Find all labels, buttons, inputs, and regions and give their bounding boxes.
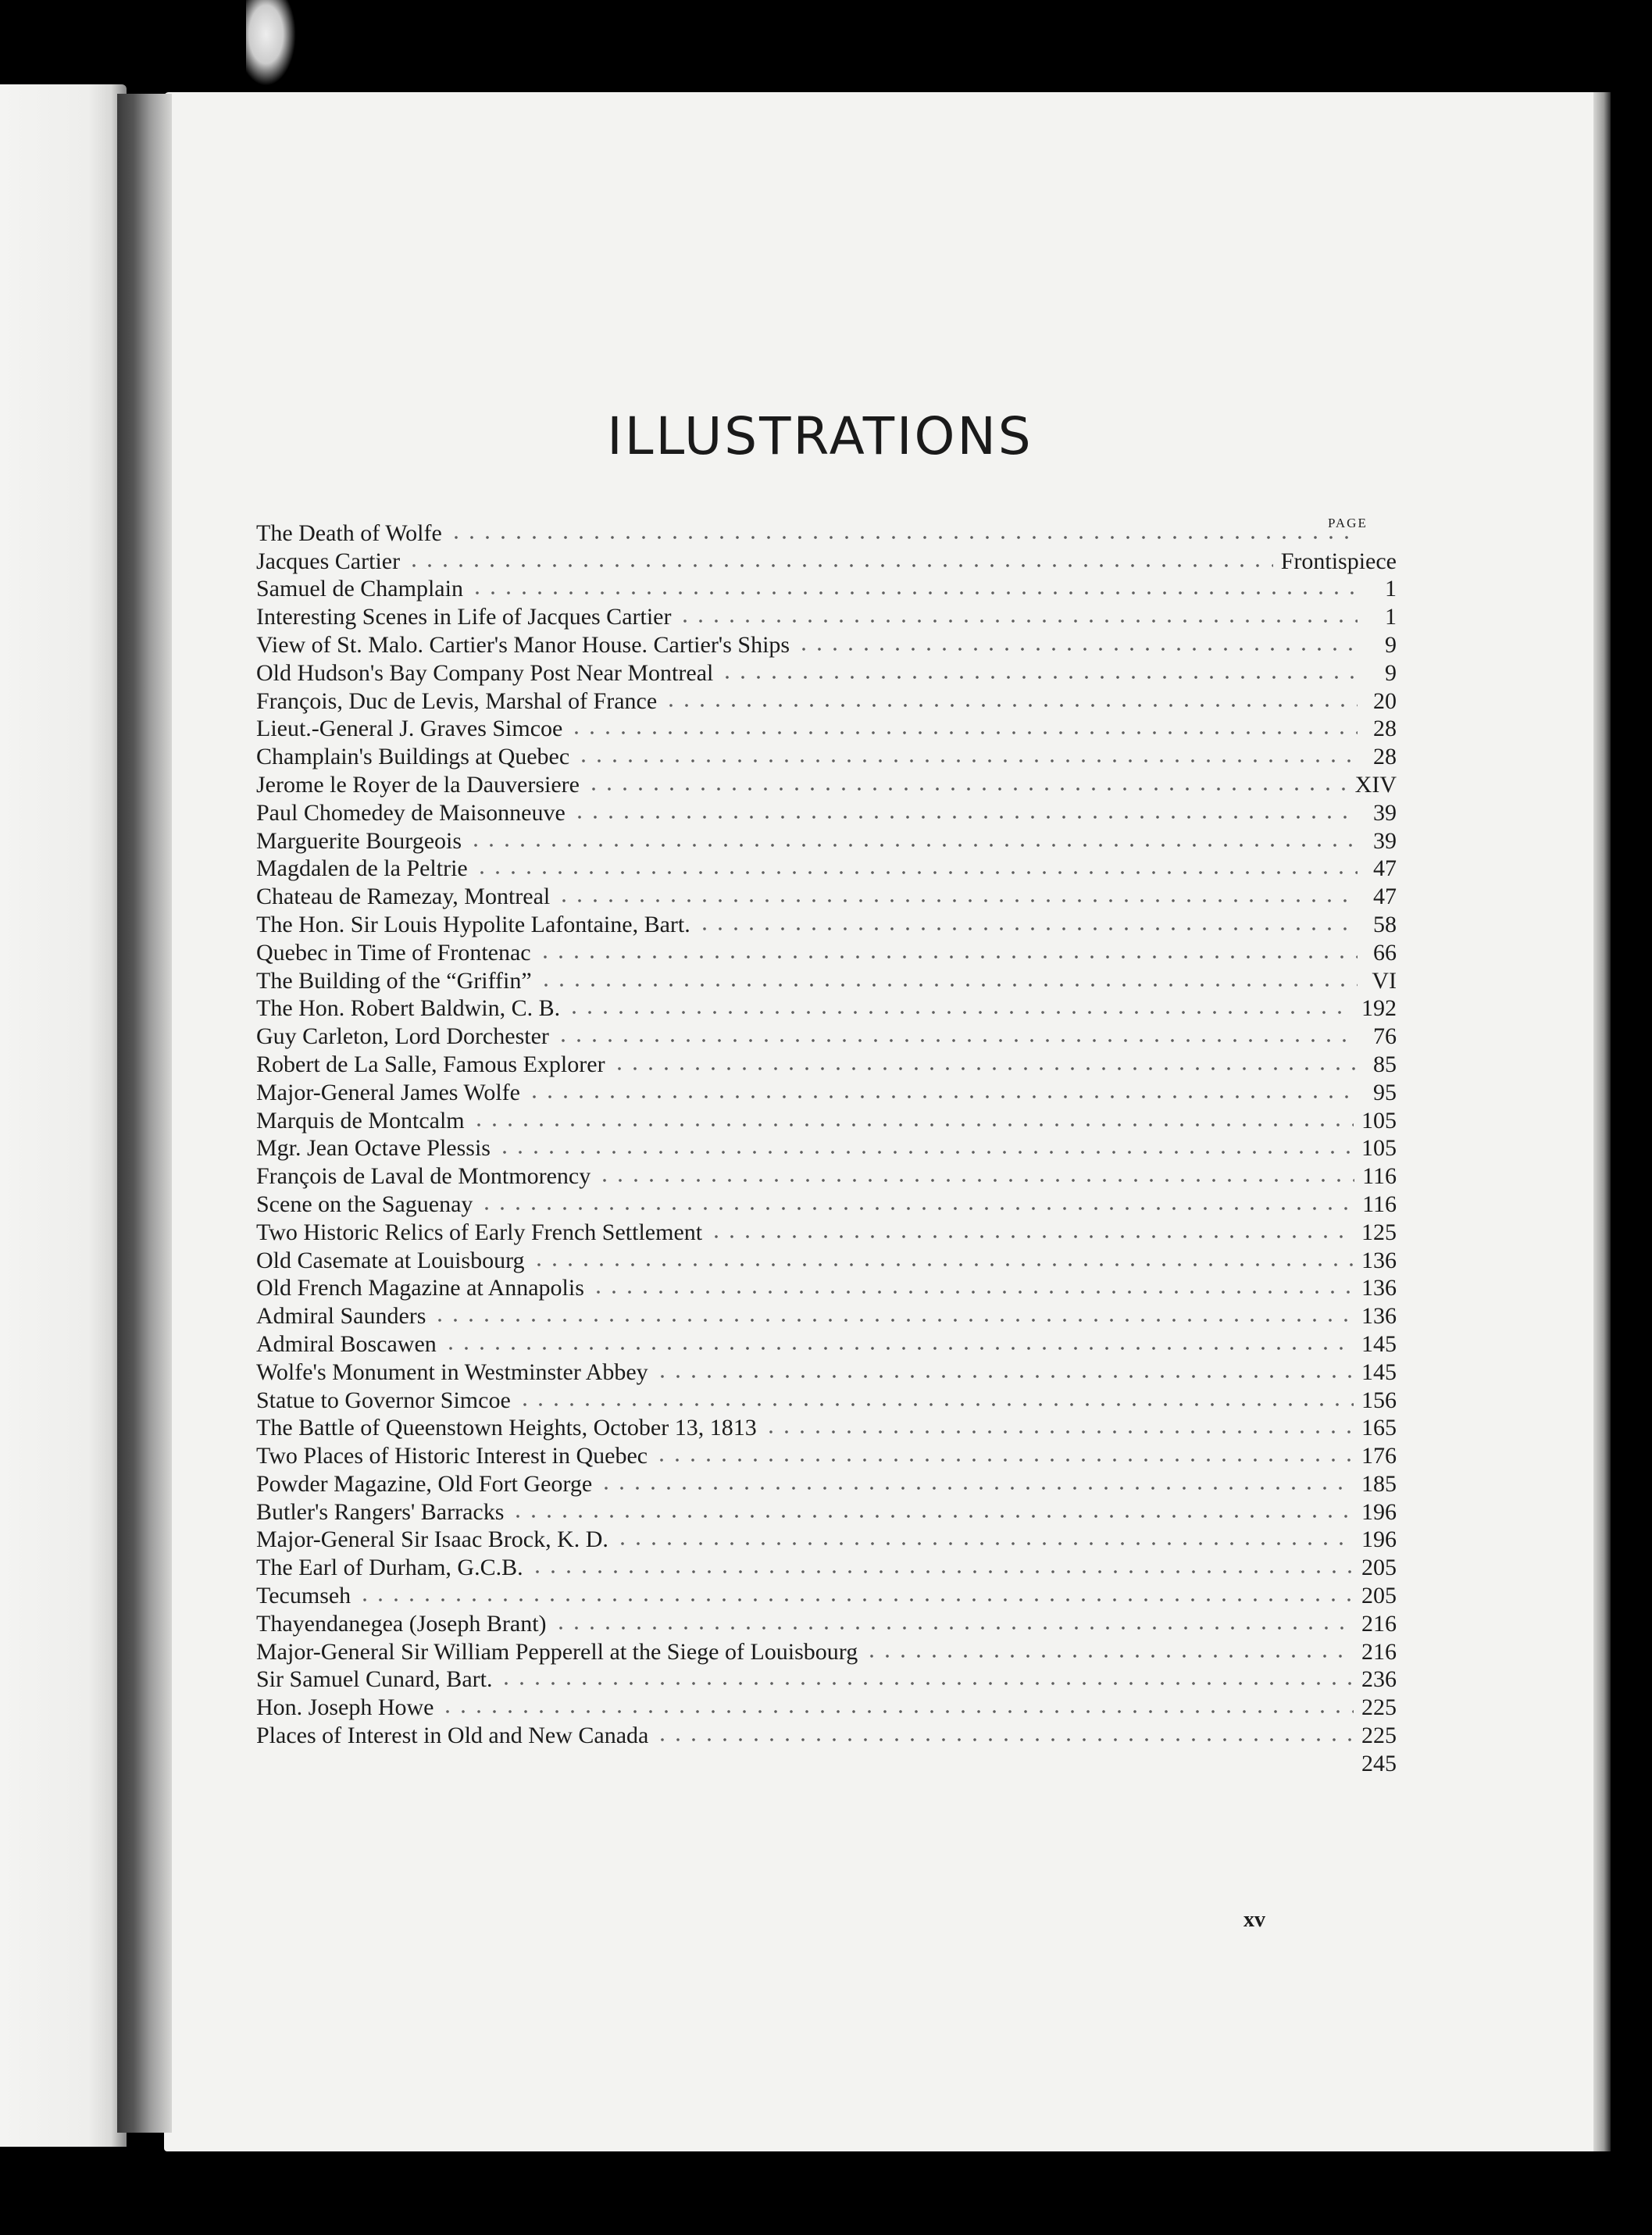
illustration-title: Mgr. Jean Octave Plessis	[256, 1135, 491, 1162]
list-item	[256, 1133, 1397, 1161]
page-number: 66	[1373, 939, 1397, 966]
dot-leader	[531, 1262, 1354, 1268]
list-item	[256, 1524, 1397, 1552]
dot-leader	[655, 1373, 1354, 1380]
page-number: 196	[1361, 1498, 1397, 1525]
page-number: 165	[1361, 1415, 1397, 1441]
dot-leader	[697, 926, 1358, 932]
illustration-title: Lieut.-General J. Graves Simcoe	[256, 716, 563, 742]
dot-leader	[566, 1009, 1354, 1016]
dot-leader	[406, 562, 1273, 569]
dot-leader	[498, 1680, 1354, 1687]
page-number: 39	[1373, 799, 1397, 826]
dot-leader	[526, 1094, 1358, 1100]
list-item	[256, 1608, 1397, 1636]
list-item	[256, 1496, 1397, 1524]
dot-leader	[553, 1625, 1354, 1631]
dot-leader	[572, 814, 1358, 820]
illustration-title: Thayendanegea (Joseph Brant)	[256, 1610, 547, 1637]
dot-leader	[655, 1737, 1354, 1743]
dot-leader	[615, 1541, 1354, 1547]
list-item	[256, 1160, 1397, 1188]
list-item	[256, 993, 1397, 1021]
dot-leader	[497, 1149, 1354, 1155]
page-number: 145	[1361, 1330, 1397, 1357]
page-number: 58	[1373, 911, 1397, 937]
illustration-title: Statue to Governor Simcoe	[256, 1387, 511, 1413]
illustration-title: Old Casemate at Louisbourg	[256, 1247, 525, 1273]
list-item	[256, 1551, 1397, 1580]
illustration-title: Admiral Boscawen	[256, 1330, 437, 1357]
list-item	[256, 797, 1397, 825]
page-number: 28	[1373, 716, 1397, 742]
illustration-title: Two Places of Historic Interest in Quebec	[256, 1443, 648, 1469]
list-item	[256, 1636, 1397, 1664]
list-item	[256, 1691, 1397, 1719]
illustration-title: The Hon. Sir Louis Hypolite Lafontaine, Bart.	[256, 911, 690, 937]
dot-leader	[612, 1066, 1358, 1072]
illustration-title: The Building of the “Griffin”	[256, 967, 532, 994]
illustration-title: Magdalen de la Peltrie	[256, 855, 468, 882]
list-item	[256, 1664, 1397, 1692]
illustration-title: Samuel de Champlain	[256, 576, 463, 602]
dot-leader	[510, 1513, 1354, 1519]
list-item	[256, 1328, 1397, 1356]
dot-leader	[864, 1653, 1354, 1659]
scan-blemish	[246, 0, 296, 86]
list-item	[256, 1048, 1397, 1076]
dot-leader	[517, 1401, 1354, 1408]
list-item	[256, 1719, 1397, 1748]
page-column-label: PAGE	[1328, 516, 1368, 530]
dot-leader	[357, 1597, 1354, 1603]
list-item	[256, 769, 1397, 797]
list-item	[256, 741, 1397, 769]
illustration-title: Places of Interest in Old and New Canada	[256, 1723, 649, 1749]
page-number: 116	[1362, 1163, 1397, 1190]
illustration-title: Guy Carleton, Lord Dorchester	[256, 1023, 549, 1050]
page-number: 136	[1361, 1247, 1397, 1273]
illustration-title: Quebec in Time of Frontenac	[256, 939, 531, 966]
dot-leader	[719, 674, 1358, 680]
page-number: 245	[1361, 1750, 1397, 1776]
illustration-title: The Death of Wolfe	[256, 519, 442, 546]
illustration-title: Jacques Cartier	[256, 548, 401, 574]
left-page-edge	[0, 84, 127, 2147]
illustration-title: Powder Magazine, Old Fort George	[256, 1470, 593, 1497]
page-number: 125	[1361, 1219, 1397, 1245]
dot-leader	[443, 1345, 1354, 1351]
illustration-title: Tecumseh	[256, 1583, 351, 1609]
list-item	[256, 1020, 1397, 1048]
page-number: 205	[1361, 1555, 1397, 1581]
list-item	[256, 1468, 1397, 1496]
dot-leader	[555, 1037, 1358, 1044]
page-number: 205	[1361, 1583, 1397, 1609]
list-item	[256, 1440, 1397, 1468]
dot-leader	[471, 1122, 1354, 1128]
page-number: 196	[1361, 1526, 1397, 1553]
illustration-title: Jerome le Royer de la Dauversiere	[256, 771, 580, 798]
list-item	[256, 1300, 1397, 1328]
illustration-title: Marguerite Bourgeois	[256, 827, 462, 854]
page-number: 1	[1385, 576, 1397, 602]
page-number: 1	[1385, 604, 1397, 630]
illustration-title: Chateau de Ramezay, Montreal	[256, 884, 551, 910]
illustration-title: Scene on the Saguenay	[256, 1191, 473, 1217]
page-number: 216	[1361, 1638, 1397, 1665]
illustration-title: Marquis de Montcalm	[256, 1107, 465, 1134]
dot-leader	[474, 869, 1358, 876]
list-item	[256, 601, 1397, 629]
list-item	[256, 1244, 1397, 1273]
list-item	[256, 1748, 1397, 1776]
page-number: 105	[1361, 1135, 1397, 1162]
illustration-title: Interesting Scenes in Life of Jacques Cartier	[256, 604, 672, 630]
illustration-title: Butler's Rangers' Barracks	[256, 1498, 505, 1525]
illustration-title: Major-General Sir Isaac Brock, K. D.	[256, 1526, 608, 1553]
list-item	[256, 1105, 1397, 1133]
illustration-title: Robert de La Salle, Famous Explorer	[256, 1051, 605, 1077]
illustration-title: The Earl of Durham, G.C.B.	[256, 1555, 523, 1581]
dot-leader	[440, 1708, 1354, 1715]
dot-leader	[479, 1205, 1354, 1212]
page-number: 9	[1385, 631, 1397, 658]
dot-leader	[576, 758, 1358, 764]
page-number: 225	[1361, 1723, 1397, 1749]
dot-leader	[468, 842, 1358, 848]
illustration-title: Sir Samuel Cunard, Bart.	[256, 1666, 493, 1693]
list-item	[256, 1188, 1397, 1216]
list-item	[256, 517, 1397, 545]
page-number: 136	[1361, 1275, 1397, 1301]
list-item	[256, 853, 1397, 881]
list-item	[256, 880, 1397, 909]
list-item	[256, 909, 1397, 937]
page-number: 39	[1373, 827, 1397, 854]
list-item	[256, 1076, 1397, 1105]
page-number: 216	[1361, 1610, 1397, 1637]
dot-leader	[654, 1457, 1354, 1463]
illustration-title: Wolfe's Monument in Westminster Abbey	[256, 1358, 648, 1385]
list-item	[256, 937, 1397, 965]
list-item	[256, 545, 1397, 573]
list-item	[256, 965, 1397, 993]
page-number: 47	[1373, 884, 1397, 910]
page-number: 225	[1361, 1694, 1397, 1721]
page-number: 136	[1361, 1303, 1397, 1330]
illustration-title: Admiral Saunders	[256, 1303, 426, 1330]
illustration-title: The Battle of Queenstown Heights, October 13, 1813	[256, 1415, 757, 1441]
illustration-title: Old French Magazine at Annapolis	[256, 1275, 584, 1301]
dot-leader	[556, 898, 1358, 904]
list-item	[256, 1216, 1397, 1244]
illustration-title: Hon. Joseph Howe	[256, 1694, 434, 1721]
illustration-title: Major-General James Wolfe	[256, 1079, 520, 1105]
illustration-title: Champlain's Buildings at Quebec	[256, 744, 570, 770]
page-number: 47	[1373, 855, 1397, 882]
dot-leader	[432, 1317, 1354, 1323]
list-item	[256, 685, 1397, 713]
page-number: 76	[1373, 1023, 1397, 1050]
dot-leader	[677, 618, 1358, 624]
page-number: 156	[1361, 1387, 1397, 1413]
list-item	[256, 1580, 1397, 1608]
page-number: 192	[1361, 995, 1397, 1022]
dot-leader	[530, 1569, 1354, 1575]
illustration-title: Old Hudson's Bay Company Post Near Montreal	[256, 659, 714, 686]
page-number: Frontispiece	[1280, 548, 1397, 574]
page-number: XIV	[1354, 771, 1397, 798]
right-page-edge	[1593, 92, 1611, 2151]
illustration-title: François, Duc de Levis, Marshal of France	[256, 687, 658, 714]
page-number: 236	[1361, 1666, 1397, 1693]
list-item	[256, 1412, 1397, 1441]
page-number: 28	[1373, 744, 1397, 770]
dot-leader	[469, 590, 1358, 596]
page-number: 145	[1361, 1358, 1397, 1385]
dot-leader	[598, 1485, 1354, 1491]
page-number: 116	[1362, 1191, 1397, 1217]
dot-leader	[663, 702, 1358, 709]
page-folio: xv	[1243, 1908, 1265, 1932]
illustrations-list	[256, 517, 1397, 1776]
illustration-title: View of St. Malo. Cartier's Manor House. Cartier's Ships	[256, 631, 790, 658]
dot-leader	[597, 1177, 1354, 1184]
list-item	[256, 1356, 1397, 1384]
page-number: 9	[1385, 659, 1397, 686]
list-item	[256, 573, 1397, 602]
list-item	[256, 657, 1397, 685]
illustration-title: Two Historic Relics of Early French Settlement	[256, 1219, 703, 1245]
dot-leader	[586, 786, 1347, 792]
spine-shadow	[117, 94, 172, 2133]
page-number: 176	[1361, 1443, 1397, 1469]
illustration-title: Major-General Sir William Pepperell at the Siege of Louisbourg	[256, 1638, 858, 1665]
page-number: 95	[1373, 1079, 1397, 1105]
dot-leader	[763, 1429, 1354, 1435]
page-number: VI	[1372, 967, 1397, 994]
list-item	[256, 1384, 1397, 1412]
dot-leader	[537, 954, 1358, 960]
list-item	[256, 713, 1397, 741]
dot-leader	[708, 1234, 1354, 1240]
dot-leader	[538, 982, 1358, 988]
list-item	[256, 629, 1397, 657]
illustration-title: François de Laval de Montmorency	[256, 1163, 591, 1190]
page-number: 85	[1373, 1051, 1397, 1077]
page-number: 105	[1361, 1107, 1397, 1134]
list-item	[256, 825, 1397, 853]
dot-leader	[796, 646, 1358, 652]
list-item	[256, 1273, 1397, 1301]
page-number: 20	[1373, 687, 1397, 714]
page-number: 185	[1361, 1470, 1397, 1497]
dot-leader	[569, 730, 1358, 736]
dot-leader	[448, 534, 1358, 541]
page-title: ILLUSTRATIONS	[607, 406, 1033, 466]
illustration-title: Paul Chomedey de Maisonneuve	[256, 799, 566, 826]
dot-leader	[591, 1289, 1354, 1295]
illustration-title: The Hon. Robert Baldwin, C. B.	[256, 995, 561, 1022]
